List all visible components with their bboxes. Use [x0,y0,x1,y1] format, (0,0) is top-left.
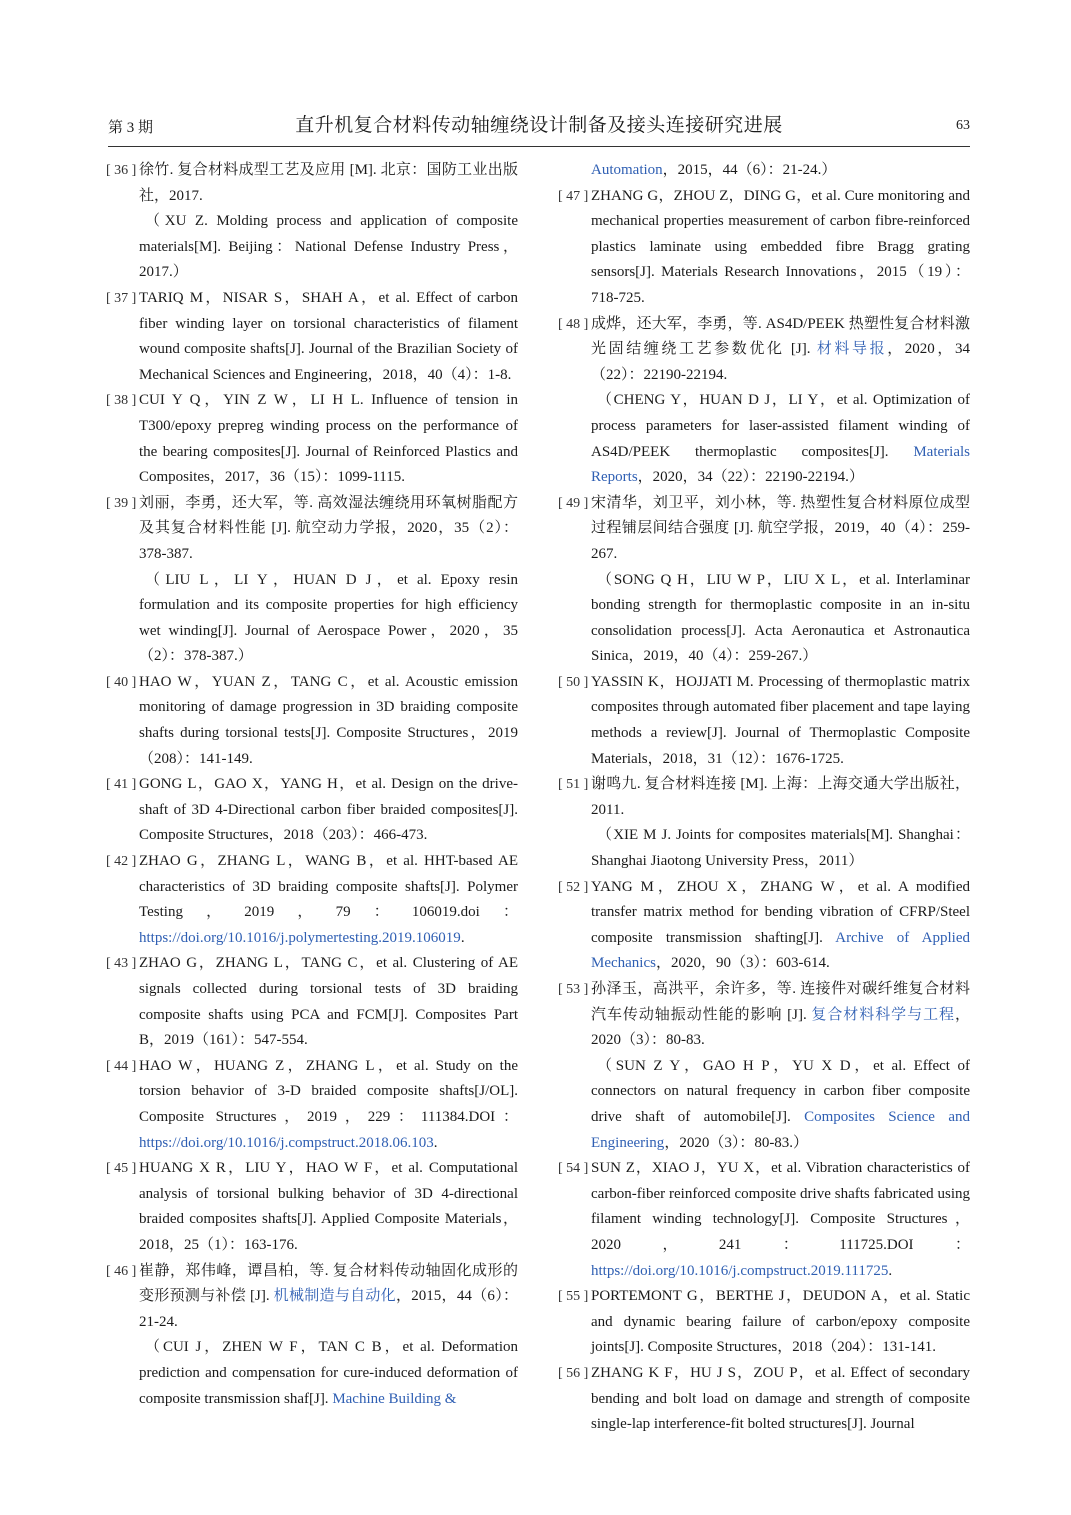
reference-link[interactable]: Materials Reports [591,443,970,486]
reference-link[interactable]: https://doi.org/10.1016/j.compstruct.2018.06.103 [139,1134,434,1151]
reference-number: [ 48 ] [558,316,589,332]
reference-text: ，2020，90（3）：603-614. [655,955,830,972]
reference-link[interactable]: Archive of Applied Mechanics [591,929,970,972]
reference-entry [106,772,518,849]
reference-number: [ 45 ] [106,1161,137,1177]
reference-text: YANG M，ZHOU X，ZHANG W，et al. A modified transfer matrix method for bending vibration of CFRP/Steel composite transmission shafting[J]. [591,878,970,946]
reference-entry [558,1284,970,1361]
reference-entry [106,1259,518,1413]
reference-number: [ 42 ] [106,854,137,870]
reference-number: [ 55 ] [558,1289,589,1305]
reference-link[interactable]: Machine Building & [332,1390,457,1407]
reference-text: （SUN Z Y，GAO H P，YU X D，et al. Effect of connectors on natural frequency in carbon fiber composite drive shaft of automobile[J]. [591,1057,970,1125]
reference-text: 徐竹. 复合材料成型工艺及应用 [M]. 北京：国防工业出版社，2017. [139,162,518,204]
reference-link[interactable]: 复合材料科学与工程 [811,1006,955,1023]
reference-translation [591,823,970,874]
reference-text: 崔静，郑伟峰，谭昌柏，等. 复合材料传动轴固化成形的变形预测与补偿 [J]. [139,1262,518,1305]
reference-text: TARIQ M，NISAR S，SHAH A，et al. Effect of carbon fiber winding layer on torsional characteristics of filament wound composite shafts[J]. Journal of the Brazilian Society of Mechanical Sciences and Engineering，2018，40（4）：1-8. [139,289,518,383]
reference-number: [ 36 ] [106,163,137,178]
reference-text: 宋清华，刘卫平，刘小林，等. 热塑性复合材料原位成型过程铺层间结合强度 [J]. 航空学报，2019，40（4）：259-267. [591,494,970,562]
reference-number: [ 37 ] [106,290,137,306]
reference-text: . [460,929,465,946]
reference-entry [558,1361,970,1438]
issue-number: 第 3 期 [108,120,154,136]
reference-entry [558,312,970,491]
reference-entry [106,1156,518,1258]
right-column [558,158,970,1438]
reference-number: [ 46 ] [106,1263,137,1279]
reference-text: ZHAO G，ZHANG L，TANG C，et al. Clustering of AE signals collected during torsional tests of 3D braiding composite shafts using PCA and FCM[J]. Composites Part B，2019（161）：547-554. [139,955,518,1049]
reference-translation [139,209,518,286]
reference-entry [106,951,518,1053]
reference-number: [ 50 ] [558,674,589,690]
reference-translation [591,1054,970,1156]
reference-translation [591,568,970,670]
reference-text: ，2020，34（22）：22190-22194. [591,341,970,383]
page-number: 63 [956,118,970,133]
reference-text: 刘丽，李勇，还大军，等. 高效湿法缠绕用环氧树脂配方及其复合材料性能 [J]. 航空动力学报，2020，35（2）：378-387. [139,494,518,562]
reference-number: [ 53 ] [558,982,589,997]
reference-number: [ 38 ] [106,393,137,409]
reference-link[interactable]: https://doi.org/10.1016/j.polymertesting.2019.106019 [139,929,461,946]
reference-text: . [888,1262,893,1279]
reference-text: HAO W，YUAN Z，TANG C，et al. Acoustic emission monitoring of damage progression in 3D braiding composite shafts during torsional tests[J]. Composite Structures，2019（208）：141-149. [139,673,518,767]
reference-entry [106,670,518,772]
reference-text: 谢鸣九. 复合材料连接 [M]. 上海：上海交通大学出版社，2011. [591,776,970,818]
page-header [108,110,970,147]
reference-link[interactable]: 机械制造与自动化 [273,1288,396,1305]
reference-text: HUANG X R，LIU Y，HAO W F，et al. Computational analysis of torsional bulking behavior of 3D 4-directional braided composites shafts[J]. Applied Composite Materials，2018，25（1）：163-176. [139,1160,518,1253]
reference-translation [139,568,518,670]
running-title: 直升机复合材料传动轴缠绕设计制备及接头连接研究进展 [295,115,783,136]
reference-number: [ 56 ] [558,1365,589,1381]
reference-entry [558,977,970,1156]
reference-text: ZHAO G，ZHANG L，WANG B，et al. HHT-based AE characteristics of 3D braiding composite shafts[J]. Polymer Testing，2019，79：106019.doi： [139,853,518,921]
reference-text: （LIU L，LI Y，HUAN D J，et al. Epoxy resin formulation and its composite properties for high efficiency wet winding[J]. Journal of Aerospace Power，2020，35（2）：378-387.） [139,571,518,665]
reference-entry [558,1156,970,1284]
reference-entry [558,772,970,874]
reference-text: ZHANG G，ZHOU Z，DING G，et al. Cure monitoring and mechanical properties measurement of carbon fibre-reinforced plastics laminate using embedded fibre Bragg grating sensors[J]. Materials Research Innovations，2015（19）：718-725. [591,187,970,306]
reference-continuation [558,158,970,184]
reference-link[interactable]: Automation [591,162,663,178]
reference-text: ，2020（3）：80-83.） [664,1134,809,1151]
reference-number: [ 52 ] [558,879,589,895]
reference-link[interactable]: 材料导报 [816,341,888,358]
reference-text: ZHANG K F，HU J S，ZOU P，et al. Effect of secondary bending and bolt load on damage and strength of composite single-lap interference-fit bolted structures[J]. Journal [591,1364,970,1433]
reference-text: PORTEMONT G，BERTHE J，DEUDON A，et al. Static and dynamic bearing failure of carbon/epoxy composite joints[J]. Composite Structures，2018（204）：131-141. [591,1288,970,1356]
reference-number: [ 47 ] [558,188,589,204]
reference-text: （CHENG Y，HUAN D J，LI Y，et al. Optimization of process parameters for laser-assisted filament winding of AS4D/PEEK thermoplastic composites[J]. [591,392,970,460]
left-column [106,158,518,1412]
reference-text: CUI Y Q，YIN Z W，LI H L. Influence of tension in T300/epoxy prepreg winding process on the performance of the bearing composites[J]. Journal of Reinforced Plastics and Composites，2017，36（15）：1099-1115. [139,392,518,486]
reference-text: . [433,1134,438,1151]
reference-entry [106,388,518,490]
reference-number: [ 49 ] [558,495,589,511]
reference-text: ，2020（3）：80-83. [591,1006,970,1049]
reference-number: [ 44 ] [106,1058,137,1074]
reference-entry [558,491,970,670]
reference-entry [106,849,518,951]
reference-number: [ 39 ] [106,495,137,511]
reference-translation [591,388,970,490]
reference-number: [ 54 ] [558,1161,589,1177]
reference-text: ，2020，34（22）：22190-22194.） [637,469,864,486]
reference-text: （SONG Q H，LIU W P，LIU X L，et al. Interlaminar bonding strength for thermoplastic composite in an in-situ consolidation process[J]. Acta Aeronautica et Astronautica Sinica，2019，40（4）：259-267.） [591,571,970,665]
reference-number: [ 51 ] [558,777,589,793]
reference-entry [106,286,518,388]
reference-entry [558,875,970,977]
reference-entry [106,1054,518,1156]
reference-number: [ 41 ] [106,777,137,793]
reference-text: ，2015，44（6）：21-24.） [662,162,837,178]
reference-text: （CUI J，ZHEN W F，TAN C B，et al. Deformation prediction and compensation for cure-induced deformation of composite transmission shaf[J]. [139,1339,518,1407]
reference-entry [558,184,970,312]
reference-text: （XU Z. Molding process and application of composite materials[M]. Beijing：National Defense Industry Press，2017.） [139,213,518,281]
reference-text: YASSIN K，HOJJATI M. Processing of thermoplastic matrix composites through automated fiber placement and tape laying methods a review[J]. Journal of Thermoplastic Composite Materials，2018，31（12）：1676-1725. [591,673,970,767]
reference-text: GONG L，GAO X，YANG H，et al. Design on the drive-shaft of 3D 4-Directional carbon fiber braided composites[J]. Composite Structures，2018（203）：466-473. [139,776,518,844]
reference-text: （XIE M J. Joints for composites materials[M]. Shanghai：Shanghai Jiaotong University Press，2011） [591,827,970,870]
reference-number: [ 43 ] [106,956,137,972]
reference-text: HAO W，HUANG Z，ZHANG L，et al. Study on the torsion behavior of 3-D braided composite shafts[J/OL]. Composite Structures，2019，229：111384.DOI： [139,1057,518,1125]
reference-translation [139,1335,518,1412]
reference-text: ，2015，44（6）：21-24. [139,1288,518,1330]
reference-entry [106,491,518,670]
reference-link[interactable]: https://doi.org/10.1016/j.compstruct.2019.111725 [591,1262,889,1279]
reference-number: [ 40 ] [106,674,137,690]
reference-link[interactable]: Composites Science and Engineering [591,1108,970,1151]
reference-text: SUN Z，XIAO J，YU X，et al. Vibration characteristics of carbon-fiber reinforced composite drive shafts fabricated using filament winding technology[J]. Composite Structures，2020，241：111725.DOI： [591,1160,970,1253]
reference-entry [106,158,518,286]
reference-text: 成烨，还大军，李勇，等. AS4D/PEEK 热塑性复合材料激光固结缠绕工艺参数优化 [J]. [591,315,970,358]
reference-text: 孙泽玉，高洪平，余许多，等. 连接件对碳纤维复合材料汽车传动轴振动性能的影响 [J]. [591,981,970,1023]
reference-entry [558,670,970,772]
